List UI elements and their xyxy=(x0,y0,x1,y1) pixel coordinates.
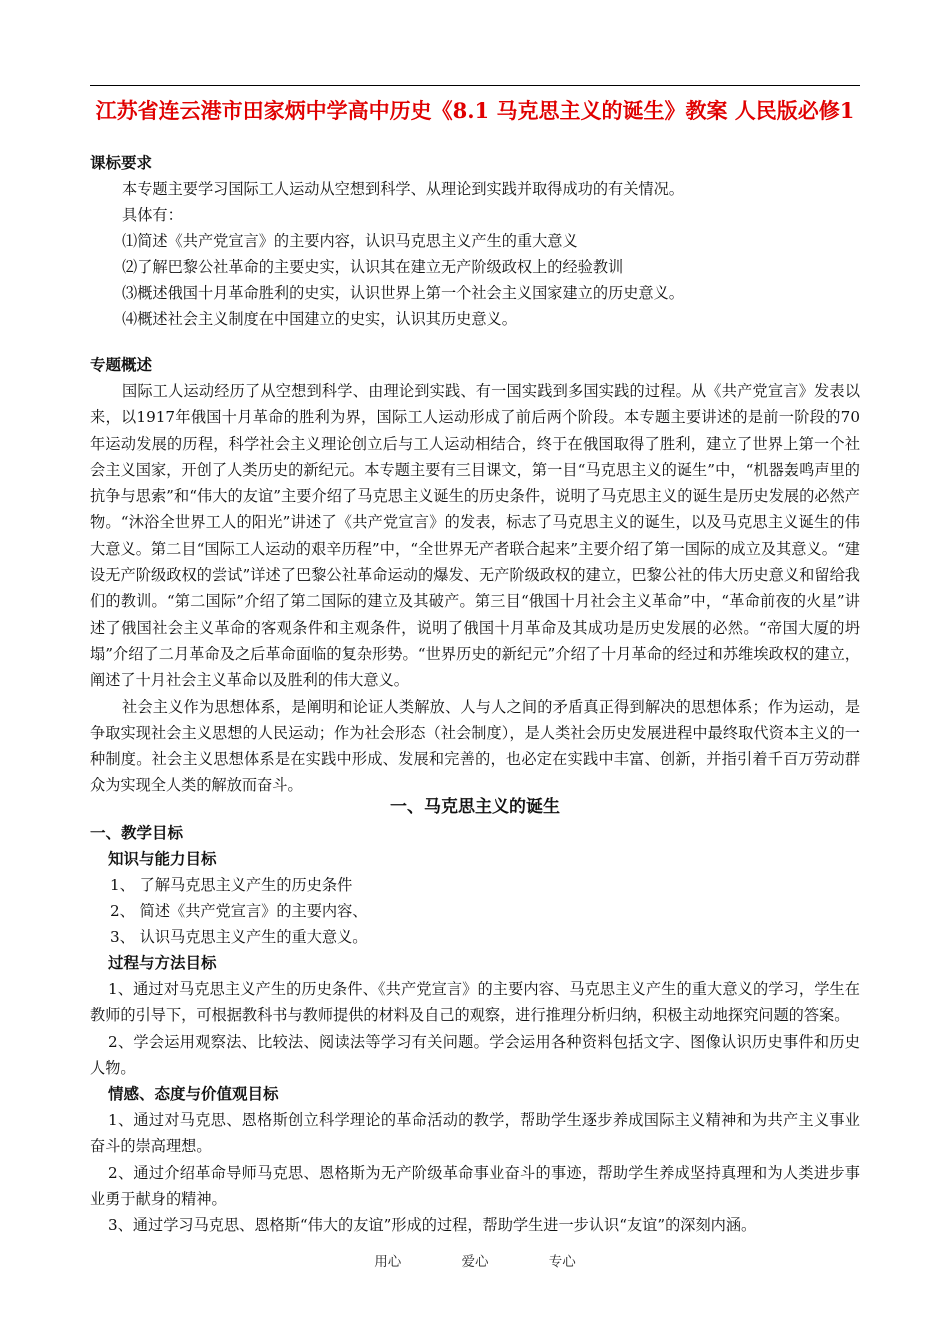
topic-overview xyxy=(90,352,860,799)
emotion-heading: 情感、态度与价值观目标 xyxy=(108,1085,279,1104)
process-item: 1、通过对马克思主义产生的历史条件、《共产党宣言》的主要内容、马克思主义产生的重大意义的学习，学生在教师的引导下，可根据教科书与教师提供的材料及自己的观察，进行推理分析归纳，积极主动地探究问题的答案。 xyxy=(90,980,860,1025)
process-item: 2、学会运用观察法、比较法、阅读法等学习有关问题。学会运用各种资料包括文字、图像认识历史事件和历史人物。 xyxy=(90,1032,860,1077)
curriculum-item: ⑵了解巴黎公社革命的主要史实，认识其在建立无产阶级政权上的经验教训 xyxy=(122,258,624,276)
curriculum-intro: 本专题主要学习国际工人运动从空想到科学、从理论到实践并取得成功的有关情况。 xyxy=(122,180,684,198)
knowledge-item: 1、 了解马克思主义产生的历史条件 xyxy=(110,876,353,894)
emotion-item: 1、通过对马克思、恩格斯创立科学理论的革命活动的教学，帮助学生逐步养成国际主义精神和为共产主义事业奋斗的崇高理想。 xyxy=(90,1111,860,1156)
curriculum-lead: 具体有： xyxy=(122,206,183,224)
page-footer xyxy=(0,1250,950,1270)
curriculum-item: ⑶概述俄国十月革命胜利的史实，认识世界上第一个社会主义国家建立的历史意义。 xyxy=(122,284,684,302)
footer-word: 用心 xyxy=(374,1254,402,1270)
curriculum-requirements xyxy=(90,150,860,332)
overview-heading: 专题概述 xyxy=(90,356,153,374)
knowledge-item: 3、 认识马克思主义产生的重大意义。 xyxy=(110,928,368,946)
section-title: 一、马克思主义的诞生 xyxy=(390,797,560,817)
curriculum-item: ⑷概述社会主义制度在中国建立的史实，认识其历史意义。 xyxy=(122,310,517,328)
curriculum-item: ⑴简述《共产党宣言》的主要内容，认识马克思主义产生的重大意义 xyxy=(122,232,578,250)
header-rule xyxy=(90,85,860,86)
teaching-goals-heading: 一、教学目标 xyxy=(90,824,184,842)
emotion-item: 3、通过学习马克思、恩格斯“伟大的友谊”形成的过程，帮助学生进一步认识“友谊”的深刻内涵。 xyxy=(108,1216,757,1235)
footer-word: 爱心 xyxy=(461,1254,489,1270)
overview-paragraph: 社会主义作为思想体系，是阐明和论证人类解放、人与人之间的矛盾真正得到解决的思想体系；作为运动，是争取实现社会主义思想的人民运动；作为社会形态（社会制度），是人类社会历史发展进程中最终取代资本主义的一种制度。社会主义思想体系是在实践中形成、发展和完善的，也必定在实践中丰富、创新，并指引着千百万劳动群众为实现全人类的解放而奋斗。 xyxy=(90,697,860,795)
lesson-section xyxy=(90,794,860,1239)
process-heading: 过程与方法目标 xyxy=(108,954,217,972)
emotion-item: 2、通过介绍革命导师马克思、恩格斯为无产阶级革命事业奋斗的事迹，帮助学生养成坚持真理和为人类进步事业勇于献身的精神。 xyxy=(90,1163,860,1209)
document-title: 江苏省连云港市田家炳中学高中历史《8.1 马克思主义的诞生》教案 人民版必修1 xyxy=(95,98,855,123)
overview-paragraph: 国际工人运动经历了从空想到科学、由理论到实践、有一国实践到多国实践的过程。从《共产党宣言》发表以来，以1917年俄国十月革命的胜利为界，国际工人运动形成了前后两个阶段。本专题主要讲述的是前一阶段的70年运动发展的历程，科学社会主义理论创立后与工人运动相结合，终于在俄国取得了胜利，建立了世界上第一个社会主义国家，开创了人类历史的新纪元。本专题主要有三目课文，第一目“马克思主义的诞生”中，“机器轰鸣声里的抗争与思索”和“伟大的友谊”主要介绍了马克思主义诞生的历史条件，说明了马克思主义的诞生是历史发展的必然产物。“沐浴全世界工人的阳光”讲述了《共产党宣言》的发表，标志了马克思主义的诞生，以及马克思主义诞生的伟大意义。第二目“国际工人运动的艰辛历程”中，“全世界无产者联合起来”主要介绍了第一国际的成立及其意义。“建设无产阶级政权的尝试”详述了巴黎公社革命运动的爆发、无产阶级政权的建立，巴黎公社的伟大历史意义和留给我们的教训。“第二国际”介绍了第二国际的建立及其破产。第三目“俄国十月社会主义革命”中，“革命前夜的火星”讲述了俄国社会主义革命的客观条件和主观条件，说明了俄国十月革命及其成功是历史发展的必然。“帝国大厦的坍塌”介绍了二月革命及之后革命面临的复杂形势。“世界历史的新纪元”介绍了十月革命的经过和苏维埃政权的建立，阐述了十月社会主义革命以及胜利的伟大意义。 xyxy=(90,382,860,690)
footer-word: 专心 xyxy=(548,1254,576,1270)
knowledge-heading: 知识与能力目标 xyxy=(108,850,217,868)
knowledge-item: 2、 简述《共产党宣言》的主要内容、 xyxy=(110,902,368,920)
curriculum-heading: 课标要求 xyxy=(90,154,153,172)
